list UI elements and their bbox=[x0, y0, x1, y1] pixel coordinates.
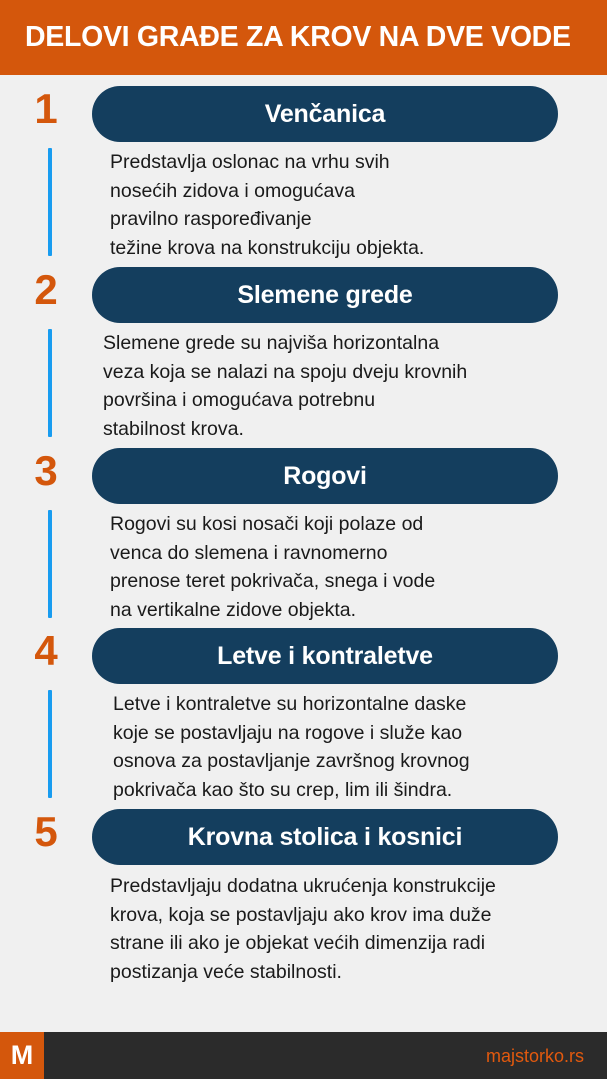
section-3-bar-column bbox=[0, 506, 92, 624]
section-1-line-3: pravilno raspoređivanje bbox=[110, 208, 312, 230]
section-1-body bbox=[0, 144, 607, 262]
section-4-line-4: pokrivača kao što su crep, lim ili šindra. bbox=[113, 778, 453, 801]
section-4-body bbox=[0, 686, 607, 804]
section-1-header bbox=[0, 86, 607, 144]
section-5-description bbox=[92, 867, 607, 986]
section-2-number-column bbox=[0, 267, 92, 312]
section-5-title-pill[interactable] bbox=[92, 809, 558, 865]
section-4-bar-column bbox=[0, 686, 92, 804]
section-4-number: 4 bbox=[34, 627, 58, 674]
section-2-description bbox=[92, 325, 607, 443]
section-3-title-pill[interactable] bbox=[92, 448, 558, 504]
section-1-line-1: Predstavlja oslonac na vrhu svih bbox=[110, 151, 390, 173]
section-5-line-4: postizanja veće stabilnosti. bbox=[110, 960, 342, 983]
section-2-number: 2 bbox=[34, 266, 58, 313]
section-2-title-pill[interactable] bbox=[92, 267, 558, 323]
section-5 bbox=[0, 809, 607, 986]
section-2-accent-bar bbox=[48, 329, 52, 437]
sections-container bbox=[0, 75, 607, 1032]
section-4-accent-bar bbox=[48, 690, 52, 798]
section-4-line-1: Letve i kontraletve su horizontalne daske bbox=[113, 693, 467, 715]
brand-logo-letter: M bbox=[10, 1040, 34, 1070]
section-3-description bbox=[92, 506, 607, 624]
section-5-line-3: strane ili ako je objekat većih dimenzija radi bbox=[110, 932, 486, 954]
section-5-bar-column bbox=[0, 867, 92, 986]
section-5-number: 5 bbox=[34, 808, 58, 855]
section-4 bbox=[0, 628, 607, 804]
section-5-header bbox=[0, 809, 607, 867]
section-2-line-2: veza koja se nalazi na spoju dveju krovnih bbox=[103, 360, 468, 383]
section-4-description bbox=[92, 686, 607, 804]
section-1-description bbox=[92, 144, 607, 262]
section-3-body bbox=[0, 506, 607, 624]
section-1-title-pill[interactable] bbox=[92, 86, 558, 142]
section-2 bbox=[0, 267, 607, 443]
footer-bar bbox=[0, 1032, 607, 1079]
section-4-line-2: koje se postavljaju na rogove i služe kao bbox=[113, 721, 463, 744]
section-1-number-column bbox=[0, 86, 92, 131]
section-2-bar-column bbox=[0, 325, 92, 443]
section-4-header bbox=[0, 628, 607, 686]
section-2-body bbox=[0, 325, 607, 443]
section-3-line-1: Rogovi su kosi nosači koji polaze od bbox=[110, 513, 424, 535]
section-1-title: Venčanica bbox=[264, 99, 386, 128]
section-3-line-2: venca do slemena i ravnomerno bbox=[110, 541, 388, 564]
section-2-line-1: Slemene grede su najviša horizontalna bbox=[103, 332, 440, 354]
section-1 bbox=[0, 86, 607, 262]
section-3 bbox=[0, 448, 607, 624]
section-1-accent-bar bbox=[48, 148, 52, 256]
section-1-number: 1 bbox=[34, 85, 58, 132]
section-5-line-2: krova, koja se postavljaju ako krov ima duže bbox=[110, 903, 492, 926]
section-2-line-4: stabilnost krova. bbox=[103, 417, 244, 440]
section-4-line-3: osnova za postavljanje završnog krovnog bbox=[113, 750, 470, 772]
section-5-title: Krovna stolica i kosnici bbox=[187, 822, 463, 851]
section-2-header bbox=[0, 267, 607, 325]
section-3-line-4: na vertikalne zidove objekta. bbox=[110, 598, 357, 621]
section-5-body bbox=[0, 867, 607, 986]
brand-logo[interactable] bbox=[0, 1032, 44, 1079]
section-3-title: Rogovi bbox=[283, 461, 367, 490]
page-title: DELOVI GRAĐE ZA KROV NA DVE VODE bbox=[25, 21, 571, 54]
section-4-title: Letve i kontraletve bbox=[217, 641, 433, 670]
section-2-line-3: površina i omogućava potrebnu bbox=[103, 389, 376, 411]
section-1-line-2: nosećih zidova i omogućava bbox=[110, 179, 355, 202]
section-3-header bbox=[0, 448, 607, 506]
footer-website-link[interactable]: majstorko.rs bbox=[485, 1045, 584, 1066]
section-3-number: 3 bbox=[34, 447, 58, 494]
section-5-number-column bbox=[0, 809, 92, 854]
section-5-line-1: Predstavljaju dodatna ukrućenja konstrukcije bbox=[110, 875, 496, 897]
section-4-title-pill[interactable] bbox=[92, 628, 558, 684]
section-1-line-4: težine krova na konstrukciju objekta. bbox=[110, 236, 425, 259]
section-2-title: Slemene grede bbox=[237, 280, 413, 309]
header-banner bbox=[0, 0, 607, 75]
section-1-bar-column bbox=[0, 144, 92, 262]
section-3-line-3: prenose teret pokrivača, snega i vode bbox=[110, 570, 436, 592]
section-3-accent-bar bbox=[48, 510, 52, 618]
section-4-number-column bbox=[0, 628, 92, 673]
section-3-number-column bbox=[0, 448, 92, 493]
